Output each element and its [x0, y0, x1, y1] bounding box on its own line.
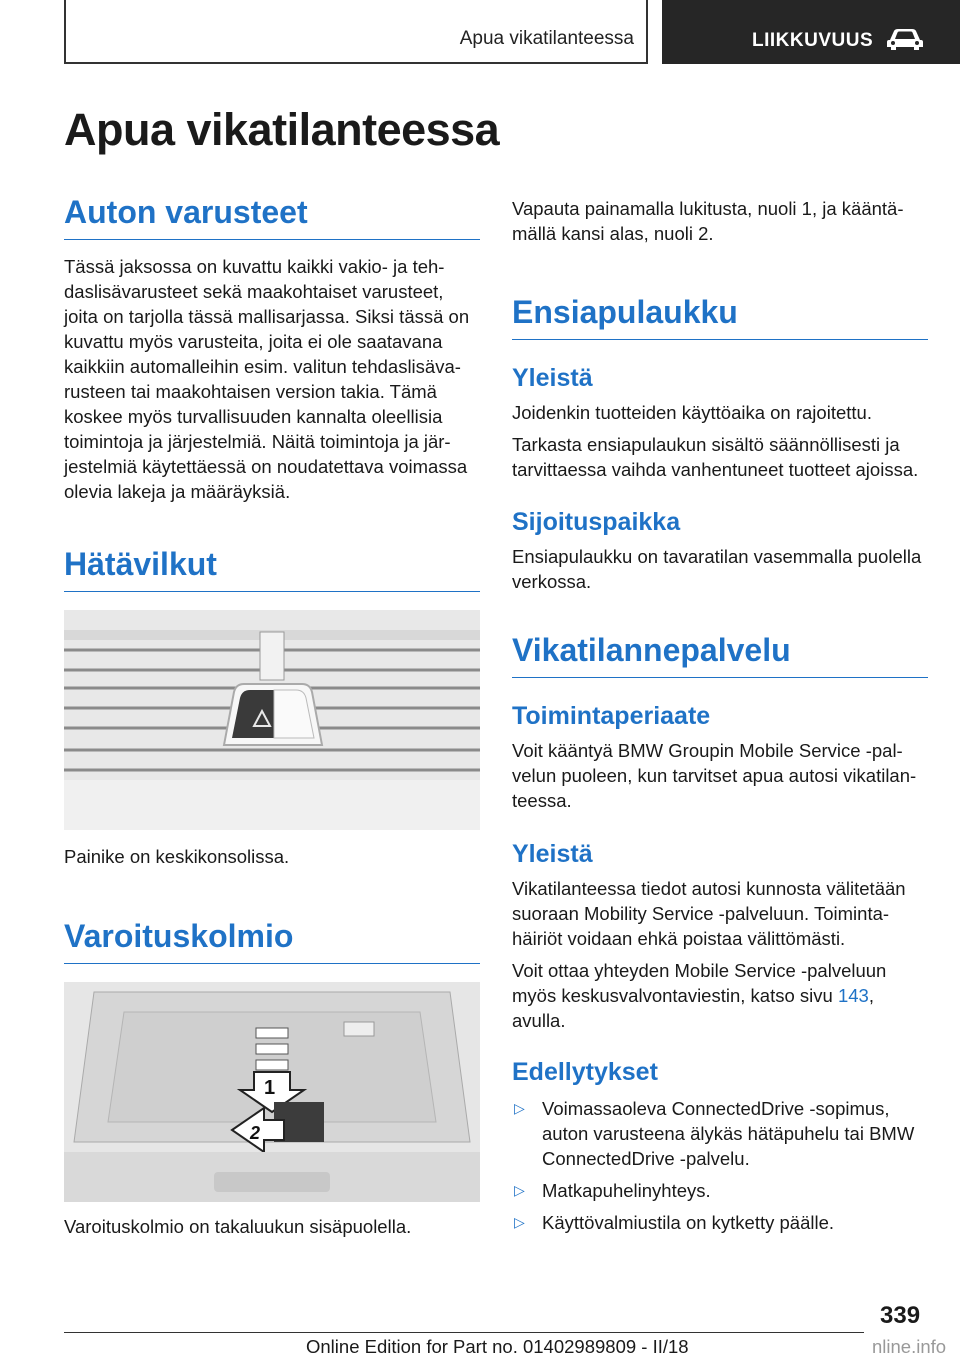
- heading-ensiapulaukku-yleista: Yleistä: [512, 364, 593, 392]
- heading-ensiapulaukku: Ensiapulaukku: [512, 294, 928, 340]
- toimintaperiaate-text: Voit kääntyä BMW Groupin Mobile Service -pal-velun puoleen, kun tarvitset apua autosi vikatilan-teessa.: [512, 740, 917, 811]
- varoituskolmio-caption: Varoituskolmio on takaluukun sisäpuolella.: [64, 1216, 412, 1237]
- header-chapter-title: Apua vikatilanteessa: [459, 28, 634, 49]
- heading-edellytykset: Edellytykset: [512, 1058, 658, 1086]
- vikatilannepalvelu-yleista-text-1: Vikatilanteessa tiedot autosi kunnosta välitetään suoraan Mobility Service -palveluun. Toiminta-häiriöt voidaan ehkä poistaa välittömästi.: [512, 878, 906, 949]
- triangle-bullet-icon: ▷: [514, 1182, 525, 1198]
- header-section-box: [662, 0, 960, 64]
- heading-vikatilannepalvelu: Vikatilannepalvelu: [512, 632, 928, 678]
- list-item-text: Käyttövalmiustila on kytketty päälle.: [542, 1212, 835, 1233]
- yleista-text-2-end: , avulla.: [512, 985, 874, 1031]
- heading-auton-varusteet: Auton varusteet: [64, 194, 480, 240]
- heading-toimintaperiaate: Toimintaperiaate: [512, 702, 711, 730]
- hazard-button-image: [64, 610, 480, 830]
- footer-divider: [64, 1332, 864, 1333]
- triangle-bullet-icon: ▷: [514, 1214, 525, 1230]
- sijoituspaikka-text: Ensiapulaukku on tavaratilan vasemmalla puolella verkossa.: [512, 546, 922, 592]
- triangle-bullet-icon: ▷: [514, 1100, 525, 1116]
- page-143-link[interactable]: 143: [837, 985, 869, 1006]
- trunk-lid-illustration: [64, 982, 480, 1202]
- arrow-1-label: 1: [264, 1077, 276, 1099]
- hatavilkut-caption: Painike on keskikonsolissa.: [64, 846, 290, 867]
- varoituskolmio-instructions: Vapauta painamalla lukitusta, nuoli 1, ja kääntä-mällä kansi alas, nuoli 2.: [512, 198, 904, 244]
- list-item-text: Matkapuhelinyhteys.: [542, 1180, 711, 1201]
- heading-varoituskolmio: Varoituskolmio: [64, 918, 480, 964]
- footer-edition: Online Edition for Part no. 01402989809 - II/18: [306, 1336, 689, 1357]
- car-icon: [886, 26, 924, 52]
- list-item-text: Voimassaoleva ConnectedDrive -sopimus, auton varusteena älykäs hätäpuhelu tai BMW ConnectedDrive -palvelu.: [542, 1098, 915, 1169]
- heading-hatavilkut: Hätävilkut: [64, 546, 480, 592]
- ensiapulaukku-yleista-text-1: Joidenkin tuotteiden käyttöaika on rajoitettu.: [512, 402, 872, 423]
- header-section-label: LIIKKUVUUS: [752, 30, 874, 51]
- ensiapulaukku-yleista-text-2: Tarkasta ensiapulaukun sisältö säännöllisesti ja tarvittaessa vaihda vanhentuneet tuotteet ajoissa.: [512, 434, 919, 480]
- header-chapter-box: [64, 0, 648, 64]
- auton-varusteet-text: Tässä jaksossa on kuvattu kaikki vakio- ja teh-daslisävarusteet sekä maakohtaiset varusteet, joita on tarjolla tässä mallisarjassa. Siksi tässä on kuvattu myös varusteita, joita ei ole saatavana kaikkiin automalleihin esim. valitun tehdaslisäva-rusteen tai maakohtaisen version takia. Tämä koskee myös turvallisuuden kannalta oleellisia toimintoja ja järjestelmiä. Näitä toimintoja ja jär-jestelmiä käytettäessä on noudatettava voimassa olevia lakeja ja määräyksiä.: [64, 256, 470, 502]
- vikatilannepalvelu-yleista-text-2: [512, 958, 928, 1033]
- hazard-illustration: [64, 610, 480, 830]
- heading-sijoituspaikka: Sijoituspaikka: [512, 508, 681, 536]
- page-title: Apua vikatilanteessa: [64, 104, 500, 155]
- heading-vikatilannepalvelu-yleista: Yleistä: [512, 840, 593, 868]
- page-number: 339: [880, 1302, 921, 1329]
- warning-triangle-image: [64, 982, 480, 1202]
- yleista-text-2-start: Voit ottaa yhteyden Mobile Service -palveluun myös keskusvalvontaviestin, katso sivu: [512, 960, 887, 1006]
- arrow-2-label: 2: [250, 1123, 261, 1143]
- watermark: nline.info: [872, 1336, 947, 1357]
